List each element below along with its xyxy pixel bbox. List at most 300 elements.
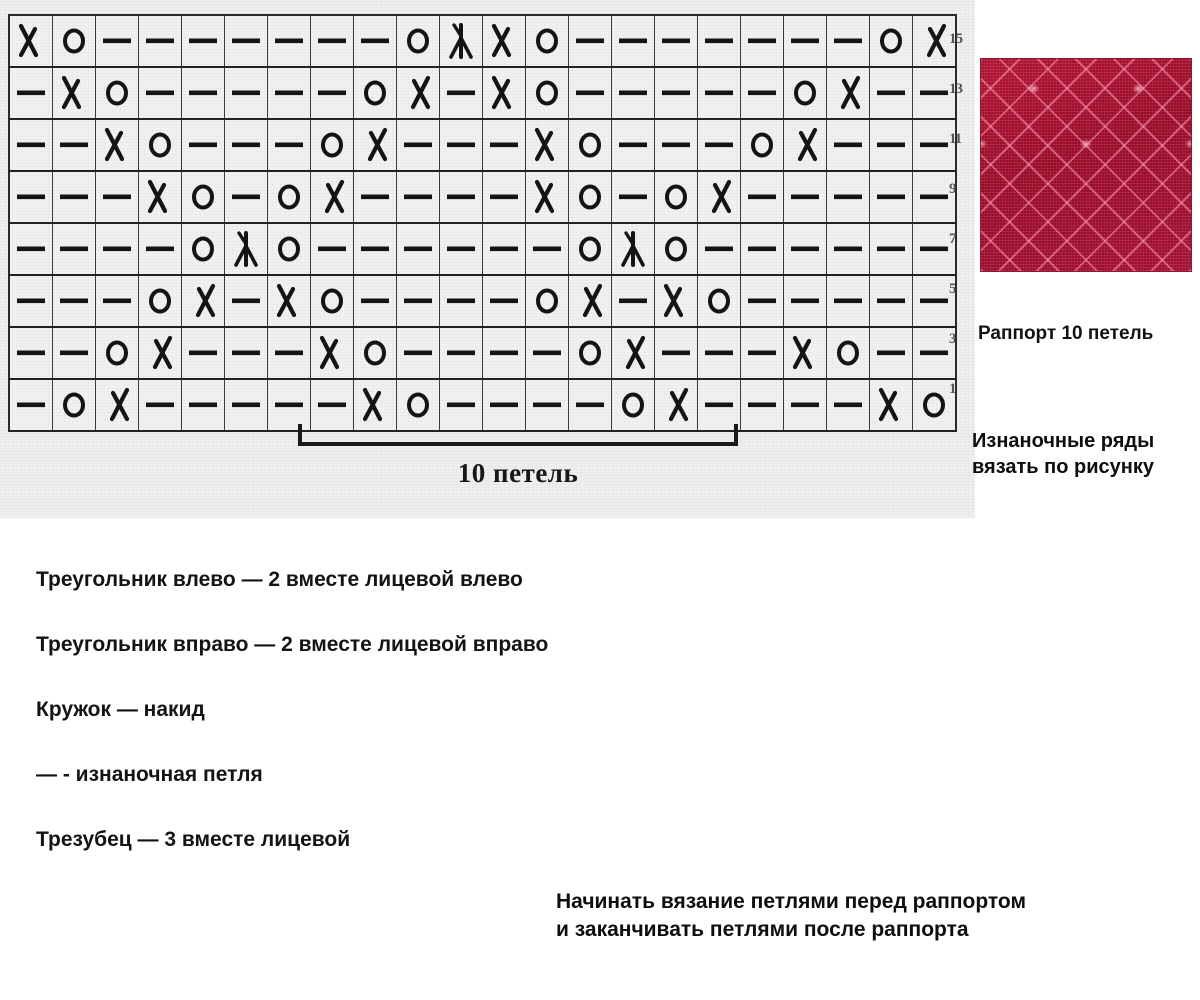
chart-cell [9, 119, 53, 171]
purl-stitch-icon [311, 68, 353, 118]
chart-cell [311, 15, 354, 67]
chart-cell [354, 223, 397, 275]
purl-stitch-icon [354, 224, 396, 274]
chart-cell [784, 67, 827, 119]
chart-cell [741, 379, 784, 431]
purl-stitch-icon [612, 120, 654, 170]
left-decrease-icon [483, 68, 525, 118]
chart-cell [9, 275, 53, 327]
legend-item-purl: — - изнаночная петля [36, 763, 263, 786]
chart-cell [182, 171, 225, 223]
chart-cell [569, 15, 612, 67]
purl-stitch-icon [182, 16, 224, 66]
yarn-over-icon [53, 380, 95, 430]
left-decrease-icon [311, 328, 353, 378]
purl-stitch-icon [569, 16, 611, 66]
purl-stitch-icon [440, 380, 482, 430]
chart-cell [655, 119, 698, 171]
chart-cell [397, 275, 440, 327]
chart-cell [440, 171, 483, 223]
purl-stitch-icon [483, 172, 525, 222]
chart-cell [784, 15, 827, 67]
chart-cell [440, 15, 483, 67]
chart-cell [311, 119, 354, 171]
chart-cell [311, 275, 354, 327]
chart-cell [96, 119, 139, 171]
purl-stitch-icon [225, 68, 267, 118]
legend-item-yarn-over: Кружок — накид [36, 698, 205, 721]
chart-cell [870, 379, 913, 431]
purl-stitch-icon [96, 16, 138, 66]
footer-instruction: Начинать вязание петлями перед раппортом и заканчивать петлями после раппорта [556, 890, 1026, 941]
chart-cell [53, 15, 96, 67]
chart-cell [870, 275, 913, 327]
purl-stitch-icon [225, 380, 267, 430]
purl-stitch-icon [870, 328, 912, 378]
chart-cell [9, 327, 53, 379]
yarn-over-icon [96, 328, 138, 378]
right-decrease-icon [655, 380, 697, 430]
purl-stitch-icon [139, 224, 181, 274]
chart-cell [612, 223, 655, 275]
chart-cell [139, 171, 182, 223]
right-decrease-icon [354, 120, 396, 170]
chart-cell [268, 15, 311, 67]
left-decrease-icon [526, 172, 568, 222]
purl-stitch-icon [784, 16, 826, 66]
yarn-over-icon [311, 120, 353, 170]
left-decrease-icon [655, 276, 697, 326]
chart-cell [96, 67, 139, 119]
chart-cell [440, 119, 483, 171]
purl-stitch-icon [827, 224, 869, 274]
chart-cell [526, 327, 569, 379]
row-number-label: 11 [949, 131, 962, 147]
purl-stitch-icon [397, 276, 439, 326]
chart-cell [354, 171, 397, 223]
chart-cell [655, 171, 698, 223]
repeat-caption: 10 петель [457, 458, 579, 488]
right-decrease-icon [612, 328, 654, 378]
purl-stitch-icon [182, 380, 224, 430]
chart-cell [440, 275, 483, 327]
chart-cell [827, 119, 870, 171]
chart-cell [827, 379, 870, 431]
right-decrease-icon [569, 276, 611, 326]
chart-cell [96, 223, 139, 275]
chart-cell [741, 119, 784, 171]
chart-cell [784, 119, 827, 171]
row-number-label: 13 [949, 81, 962, 97]
yarn-over-icon [612, 380, 654, 430]
chart-cell [526, 15, 569, 67]
purl-stitch-icon [483, 328, 525, 378]
chart-cell [139, 67, 182, 119]
chart-cell [96, 379, 139, 431]
purl-stitch-icon [698, 16, 740, 66]
chart-cell [139, 15, 182, 67]
chart-cell [612, 275, 655, 327]
chart-cell [354, 327, 397, 379]
chart-cell [483, 67, 526, 119]
chart-cell [698, 223, 741, 275]
chart-cell [397, 223, 440, 275]
chart-cell [655, 275, 698, 327]
purl-stitch-icon [655, 120, 697, 170]
chart-cell [741, 327, 784, 379]
yarn-over-icon [698, 276, 740, 326]
row-number-label: 9 [949, 181, 956, 197]
yarn-over-icon [268, 224, 310, 274]
chart-cell [741, 67, 784, 119]
chart-cell [397, 327, 440, 379]
purl-stitch-icon [612, 276, 654, 326]
chart-cell [741, 15, 784, 67]
chart-cell [612, 171, 655, 223]
chart-cell [139, 275, 182, 327]
chart-cell [612, 15, 655, 67]
chart-cell [182, 379, 225, 431]
purl-stitch-icon [225, 120, 267, 170]
chart-cell [268, 119, 311, 171]
purl-stitch-icon [741, 68, 783, 118]
left-decrease-icon [354, 380, 396, 430]
purl-stitch-icon [53, 120, 95, 170]
chart-row [9, 67, 956, 119]
bracket-bar [298, 442, 738, 446]
chart-cell [397, 119, 440, 171]
chart-cell [612, 327, 655, 379]
chart-row [9, 119, 956, 171]
purl-stitch-icon [397, 120, 439, 170]
chart-cell [354, 15, 397, 67]
chart-cell [526, 67, 569, 119]
right-decrease-icon [96, 380, 138, 430]
chart-cell [53, 379, 96, 431]
row-number-label: 7 [949, 231, 956, 247]
bracket-right-tick [734, 424, 738, 446]
chart-cell [870, 119, 913, 171]
chart-cell [182, 15, 225, 67]
chart-row [9, 275, 956, 327]
purl-stitch-icon [827, 120, 869, 170]
yarn-over-icon [569, 224, 611, 274]
purl-stitch-icon [182, 328, 224, 378]
chart-cell [827, 67, 870, 119]
purl-stitch-icon [655, 16, 697, 66]
chart-cell [526, 223, 569, 275]
chart-cell [784, 275, 827, 327]
purl-stitch-icon [354, 276, 396, 326]
purl-stitch-icon [311, 380, 353, 430]
purl-stitch-icon [311, 224, 353, 274]
purl-stitch-icon [354, 172, 396, 222]
chart-cell [268, 171, 311, 223]
yarn-over-icon [784, 68, 826, 118]
chart-cell [827, 223, 870, 275]
chart-cell [827, 171, 870, 223]
chart-cell [397, 15, 440, 67]
chart-panel [0, 0, 975, 518]
purl-stitch-icon [698, 380, 740, 430]
purl-stitch-icon [784, 224, 826, 274]
chart-cell [698, 327, 741, 379]
chart-cell [655, 67, 698, 119]
yarn-over-icon [139, 276, 181, 326]
chart-cell [182, 119, 225, 171]
purl-stitch-icon [741, 328, 783, 378]
chart-cell [9, 379, 53, 431]
chart-cell [741, 223, 784, 275]
purl-stitch-icon [96, 224, 138, 274]
swatch-caption: Раппорт 10 петель [978, 323, 1154, 344]
purl-stitch-icon [870, 120, 912, 170]
chart-cell [698, 15, 741, 67]
purl-stitch-icon [698, 224, 740, 274]
purl-stitch-icon [612, 172, 654, 222]
chart-cell [354, 275, 397, 327]
purl-stitch-icon [784, 172, 826, 222]
legend-item-left-decrease: Треугольник влево — 2 вместе лицевой влево [36, 568, 523, 591]
right-decrease-icon [397, 68, 439, 118]
yarn-over-icon [354, 328, 396, 378]
purl-stitch-icon [698, 120, 740, 170]
chart-cell [311, 223, 354, 275]
purl-stitch-icon [440, 224, 482, 274]
purl-stitch-icon [784, 380, 826, 430]
chart-cell [569, 327, 612, 379]
chart-cell [827, 275, 870, 327]
chart-cell [698, 67, 741, 119]
yarn-over-icon [870, 16, 912, 66]
left-decrease-icon [784, 328, 826, 378]
chart-cell [440, 223, 483, 275]
chart-cell [225, 223, 268, 275]
yarn-over-icon [655, 224, 697, 274]
chart-cell [96, 275, 139, 327]
purl-stitch-icon [182, 68, 224, 118]
chart-cell [9, 15, 53, 67]
chart-cell [526, 171, 569, 223]
chart-cell [53, 223, 96, 275]
chart-cell [741, 275, 784, 327]
chart-cell [311, 171, 354, 223]
chart-cell [96, 171, 139, 223]
chart-cell [9, 171, 53, 223]
purl-rows-note: Изнаночные ряды вязать по рисунку [972, 430, 1155, 478]
left-decrease-icon [870, 380, 912, 430]
purl-stitch-icon [268, 68, 310, 118]
chart-cell [784, 379, 827, 431]
chart-cell [268, 223, 311, 275]
chart-cell [53, 275, 96, 327]
purl-stitch-icon [96, 276, 138, 326]
purl-stitch-icon [10, 276, 52, 326]
purl-stitch-icon [612, 16, 654, 66]
chart-cell [182, 67, 225, 119]
chart-cell [182, 327, 225, 379]
chart-row [9, 223, 956, 275]
purl-stitch-icon [440, 328, 482, 378]
chart-cell [698, 119, 741, 171]
chart-cell [397, 67, 440, 119]
row-number-label: 3 [949, 331, 956, 347]
left-decrease-icon [53, 68, 95, 118]
chart-cell [827, 327, 870, 379]
purl-stitch-icon [440, 172, 482, 222]
chart-cell [225, 119, 268, 171]
row-number-label: 1 [949, 381, 956, 397]
chart-cell [741, 171, 784, 223]
chart-cell [569, 223, 612, 275]
yarn-over-icon [397, 380, 439, 430]
purl-stitch-icon [526, 380, 568, 430]
row-number-column [946, 14, 975, 414]
purl-stitch-icon [225, 16, 267, 66]
left-decrease-icon [526, 120, 568, 170]
chart-cell [268, 275, 311, 327]
yarn-over-icon [741, 120, 783, 170]
right-decrease-icon [139, 328, 181, 378]
chart-row [9, 171, 956, 223]
right-decrease-icon [182, 276, 224, 326]
chart-cell [483, 327, 526, 379]
chart-cell [139, 223, 182, 275]
purl-stitch-icon [53, 328, 95, 378]
chart-cell [483, 15, 526, 67]
purl-stitch-icon [53, 172, 95, 222]
purl-stitch-icon [268, 120, 310, 170]
yarn-over-icon [569, 120, 611, 170]
yarn-over-icon [53, 16, 95, 66]
chart-cell [397, 171, 440, 223]
right-decrease-icon [827, 68, 869, 118]
purl-stitch-icon [870, 224, 912, 274]
yarn-over-icon [827, 328, 869, 378]
yarn-over-icon [655, 172, 697, 222]
purl-stitch-icon [483, 276, 525, 326]
purl-stitch-icon [10, 68, 52, 118]
purl-stitch-icon [483, 224, 525, 274]
yarn-over-icon [569, 328, 611, 378]
chart-cell [569, 171, 612, 223]
triple-decrease-icon [225, 224, 267, 274]
chart-cell [483, 171, 526, 223]
chart-cell [784, 223, 827, 275]
legend-item-triple-decrease: Трезубец — 3 вместе лицевой [36, 828, 351, 851]
purl-stitch-icon [870, 276, 912, 326]
chart-cell [612, 67, 655, 119]
purl-stitch-icon [827, 172, 869, 222]
chart-cell [655, 327, 698, 379]
chart-cell [53, 327, 96, 379]
chart-cell [225, 67, 268, 119]
purl-stitch-icon [741, 380, 783, 430]
legend-item-right-decrease: Треугольник вправо — 2 вместе лицевой вправо [36, 633, 549, 656]
purl-stitch-icon [225, 172, 267, 222]
stitch-chart-grid [8, 14, 957, 432]
yarn-over-icon [397, 16, 439, 66]
purl-stitch-icon [96, 172, 138, 222]
yarn-over-icon [96, 68, 138, 118]
purl-stitch-icon [827, 16, 869, 66]
purl-stitch-icon [10, 380, 52, 430]
chart-cell [9, 223, 53, 275]
right-decrease-icon [311, 172, 353, 222]
yarn-over-icon [139, 120, 181, 170]
chart-cell [139, 119, 182, 171]
purl-stitch-icon [10, 172, 52, 222]
purl-stitch-icon [698, 68, 740, 118]
purl-stitch-icon [870, 68, 912, 118]
right-decrease-icon [784, 120, 826, 170]
chart-cell [483, 119, 526, 171]
purl-stitch-icon [139, 68, 181, 118]
purl-stitch-icon [139, 380, 181, 430]
purl-stitch-icon [440, 276, 482, 326]
purl-stitch-icon [612, 68, 654, 118]
chart-cell [440, 327, 483, 379]
chart-cell [354, 67, 397, 119]
purl-stitch-icon [784, 276, 826, 326]
purl-stitch-icon [655, 328, 697, 378]
chart-cell [139, 379, 182, 431]
yarn-over-icon [526, 16, 568, 66]
purl-stitch-icon [139, 16, 181, 66]
chart-cell [784, 171, 827, 223]
purl-stitch-icon [53, 224, 95, 274]
purl-stitch-icon [397, 224, 439, 274]
chart-cell [53, 119, 96, 171]
yarn-over-icon [268, 172, 310, 222]
chart-cell [870, 15, 913, 67]
purl-stitch-icon [268, 328, 310, 378]
right-decrease-icon [698, 172, 740, 222]
repeat-bracket [298, 424, 738, 446]
chart-cell [827, 15, 870, 67]
yarn-over-icon [526, 68, 568, 118]
purl-stitch-icon [225, 276, 267, 326]
fabric-swatch-photo [980, 58, 1192, 272]
chart-cell [569, 275, 612, 327]
chart-cell [53, 171, 96, 223]
purl-stitch-icon [440, 120, 482, 170]
purl-stitch-icon [53, 276, 95, 326]
yarn-over-icon [354, 68, 396, 118]
chart-cell [870, 171, 913, 223]
chart-grid-wrapper [8, 14, 957, 432]
purl-stitch-icon [741, 224, 783, 274]
left-decrease-icon [483, 16, 525, 66]
purl-stitch-icon [225, 328, 267, 378]
triple-decrease-icon [612, 224, 654, 274]
chart-row [9, 15, 956, 67]
purl-stitch-icon [268, 380, 310, 430]
purl-stitch-icon [870, 172, 912, 222]
chart-cell [139, 327, 182, 379]
chart-cell [268, 67, 311, 119]
chart-cell [182, 223, 225, 275]
purl-stitch-icon [526, 224, 568, 274]
chart-cell [655, 15, 698, 67]
chart-cell [526, 275, 569, 327]
chart-cell [784, 327, 827, 379]
purl-stitch-icon [483, 120, 525, 170]
purl-stitch-icon [182, 120, 224, 170]
purl-stitch-icon [311, 16, 353, 66]
chart-cell [870, 223, 913, 275]
chart-cell [96, 327, 139, 379]
